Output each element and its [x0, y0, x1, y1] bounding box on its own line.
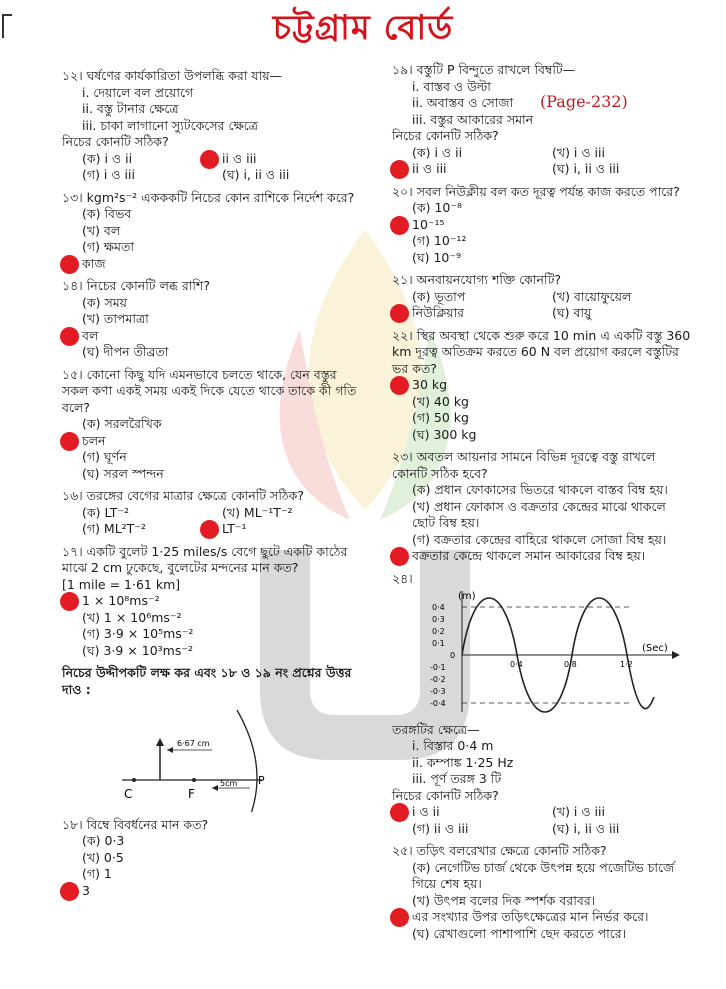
- option-selected[interactable]: বক্রতার কেন্দ্রে থাকলে সমান আকারের বিম্ব হয়।: [392, 548, 692, 565]
- question-text: ২৩। অবতল আয়নার সামনে বিভিন্ন দূরত্বে বস্তু রাখলে কোনটি সঠিক হবে?: [392, 449, 656, 481]
- y-tick: -0·2: [430, 675, 446, 684]
- question-13: [62, 190, 362, 273]
- option[interactable]: (গ) i ও iii: [82, 167, 135, 182]
- question-16: [62, 488, 362, 538]
- statement: ii. বস্তু টানার ক্ষেত্রে: [82, 101, 179, 116]
- statement: iii. বস্তুর আকারের সমান: [412, 111, 534, 127]
- label-p: P: [258, 774, 265, 787]
- statement: ii. অবাস্তব ও সোজা: [412, 95, 514, 110]
- option-selected[interactable]: চলন: [62, 433, 362, 450]
- question-text: ২১। অনবায়নযোগ্য শক্তি কোনটি?: [392, 272, 562, 287]
- option[interactable]: (ক) i ও ii: [82, 150, 133, 166]
- label-c: C: [124, 787, 133, 801]
- option[interactable]: (ঘ) দীপন তীব্রতা: [82, 344, 169, 359]
- question-17: [62, 544, 362, 660]
- option[interactable]: (ঘ) বায়ু: [552, 305, 592, 320]
- question-text: ১৪। নিচের কোনটি লব্ধ রাশি?: [62, 278, 210, 293]
- option[interactable]: (ক) সরলরৈখিক: [82, 416, 162, 431]
- y-tick: 0·4: [432, 603, 445, 612]
- option[interactable]: (ঘ) i, ii ও iii: [552, 161, 620, 176]
- y-tick: 0·2: [432, 627, 445, 636]
- statement: i. বাস্তব ও উল্টা: [412, 78, 491, 94]
- option[interactable]: (খ) ML⁻¹T⁻²: [222, 504, 293, 520]
- option[interactable]: (ক) নেগেটিভ চার্জ থেকে উৎপন্ন হয়ে পজেটিভ চার্জে গিয়ে শেষ হয়।: [412, 859, 675, 891]
- question-text: ১৩। kgm²s⁻² একককটি নিচের কোন রাশিকে নির্দেশ করে?: [62, 189, 355, 205]
- y-axis-label: (m): [458, 591, 476, 602]
- option[interactable]: (ঘ) i, ii ও iii: [222, 167, 290, 182]
- option[interactable]: (ঘ) সরল স্পন্দন: [82, 465, 164, 481]
- option-selected[interactable]: এর সংখ্যার উপর তড়িৎক্ষেত্রের মান নির্ভর করে।: [392, 909, 692, 926]
- statement: i. বিস্তার 0·4 m: [412, 738, 494, 753]
- right-column: [392, 62, 692, 948]
- option[interactable]: (খ) 40 kg: [412, 393, 469, 409]
- question-18: [62, 817, 362, 900]
- question-text: ১৫। কোনো কিছু যদি এমনভাবে চলতে থাকে, যেন বস্তুর সকল কণা একই সময় একই দিকে যেতে থাকে তাকে কী গতি বলে?: [62, 366, 357, 415]
- option-selected[interactable]: নিউক্লিয়ার: [412, 305, 552, 322]
- distance-label: 6·67 cm: [177, 739, 210, 748]
- x-tick: 0·8: [564, 660, 577, 669]
- question-text: ১৭। একটি বুলেট 1·25 miles/s বেগে ছুটে একটি কাঠের মাঝে 2 cm ঢুকেছে, বুলেটের মন্দনের মান কত?: [62, 543, 348, 575]
- question-text: ১৯। বস্তুটি P বিন্দুতে রাখলে বিম্বটি—: [392, 62, 576, 77]
- wave-graph: [392, 587, 692, 717]
- option[interactable]: (খ) 1 × 10⁶ms⁻²: [82, 609, 182, 625]
- x-tick: 1·2: [620, 660, 633, 669]
- option-selected[interactable]: ii ও iii: [222, 151, 362, 168]
- left-column: [62, 68, 362, 905]
- y-tick: -0·3: [430, 687, 446, 696]
- option-selected[interactable]: ii ও iii: [412, 161, 552, 178]
- question-text: ১৮। বিম্বে বিবর্ধনের মান কত?: [62, 816, 209, 832]
- question-23: [392, 449, 692, 565]
- question-prompt: নিচের কোনটি সঠিক?: [392, 787, 499, 803]
- option[interactable]: (খ) i ও iii: [552, 804, 605, 819]
- option[interactable]: (ক) প্রধান ফোকাসের ভিতরে থাকলে বাস্তব বিম্ব হয়।: [412, 482, 668, 497]
- option[interactable]: (ক) ভূতাপ: [412, 288, 466, 304]
- option-selected[interactable]: বল: [62, 328, 362, 345]
- option[interactable]: (ক) LT⁻²: [82, 504, 129, 520]
- option[interactable]: (গ) 3·9 × 10⁵ms⁻²: [82, 626, 194, 641]
- question-number: ২৪।: [392, 570, 413, 586]
- option[interactable]: (ক) 0·3: [82, 833, 125, 848]
- question-text: ১২। ঘর্ষণের কার্যকারিতা উপলব্ধি করা যায়—: [62, 68, 283, 83]
- question-14: [62, 278, 362, 361]
- question-text: ২২। স্থির অবস্থা থেকে শুরু করে 10 min এ একটি বস্তু 360 km দূরত্ব অতিক্রম করতে 60 N বল প্রয়োগ করলে বস্তুটির ভর কত?: [392, 327, 691, 376]
- question-text: ১৬। তরঙ্গের বেগের মাত্রার ক্ষেত্রে কোনটি সঠিক?: [62, 488, 304, 503]
- option[interactable]: (গ) ii ও iii: [412, 820, 469, 836]
- option[interactable]: (ঘ) 10⁻⁹: [412, 249, 461, 265]
- option[interactable]: (ঘ) i, ii ও iii: [552, 820, 620, 836]
- question-text: ২০। সবল নিউক্লীয় বল কত দূরত্ব পর্যন্ত কাজ করতে পারে?: [392, 183, 680, 199]
- y-tick: 0·1: [432, 639, 445, 648]
- option[interactable]: (গ) 1: [82, 866, 112, 881]
- question-prompt: নিচের কোনটি সঠিক?: [62, 134, 169, 149]
- option[interactable]: (ক) i ও ii: [412, 144, 463, 160]
- question-prompt: নিচের কোনটি সঠিক?: [392, 128, 499, 143]
- option[interactable]: (ঘ) 300 kg: [412, 426, 477, 442]
- question-20: [392, 184, 692, 267]
- option[interactable]: (গ) ক্ষমতা: [82, 239, 134, 254]
- question-21: [392, 272, 692, 322]
- page-reference: (Page-232): [540, 92, 628, 111]
- option-selected[interactable]: i ও ii: [412, 804, 552, 821]
- label-f: F: [188, 787, 195, 801]
- y-tick: -0·4: [430, 699, 446, 708]
- question-15: [62, 367, 362, 483]
- question-25: [392, 843, 692, 942]
- statement: ii. কম্পাঙ্ক 1·25 Hz: [412, 754, 514, 770]
- option[interactable]: (গ) ML²T⁻²: [82, 521, 146, 536]
- option[interactable]: (খ) প্রধান ফোকাস ও বক্রতার কেন্দ্রের মাঝে থাকলে ছোট বিম্ব হয়।: [412, 498, 666, 530]
- question-text: ২৫। তড়িৎ বলরেখার ক্ষেত্রে কোনটি সঠিক?: [392, 843, 607, 858]
- x-tick: 0·4: [510, 660, 523, 669]
- option[interactable]: (খ) তাপমাত্রা: [82, 311, 149, 326]
- question-24: [392, 571, 692, 838]
- y-tick: 0: [450, 651, 456, 660]
- option-selected[interactable]: LT⁻¹: [222, 521, 362, 538]
- question-22: [392, 328, 692, 444]
- x-axis-label: (Sec): [642, 643, 668, 654]
- mirror-diagram: [62, 702, 362, 812]
- option[interactable]: (ক) বিভব: [82, 206, 132, 221]
- page-title: চট্টগ্রাম বোর্ড: [272, 8, 454, 48]
- option[interactable]: (ঘ) রেখাগুলো পাশাপাশি ছেদ করতে পারে।: [412, 925, 627, 941]
- option[interactable]: (খ) i ও iii: [552, 144, 605, 160]
- option-selected[interactable]: 1 × 10⁸ms⁻²: [62, 593, 362, 610]
- option[interactable]: (খ) বায়োফুয়েল: [552, 288, 632, 304]
- option[interactable]: (গ) ঘূর্ণন: [82, 449, 127, 464]
- option[interactable]: (গ) 10⁻¹²: [412, 233, 467, 248]
- option-selected[interactable]: 30 kg: [392, 377, 692, 394]
- option[interactable]: (ক) সময়: [82, 294, 128, 310]
- y-tick: -0·1: [430, 663, 446, 672]
- option[interactable]: (খ) 0·5: [82, 849, 124, 865]
- option-selected[interactable]: 10⁻¹⁵: [392, 217, 692, 234]
- option[interactable]: (গ) বক্রতার কেন্দ্রের বাহিরে থাকলে সোজা বিম্ব হয়।: [412, 531, 667, 547]
- option-selected[interactable]: 3: [62, 883, 362, 900]
- option[interactable]: (খ) বল: [82, 222, 121, 238]
- question-note: [1 mile = 1·61 km]: [62, 576, 181, 592]
- statement: iii. চাকা লাগানো স্যুটকেসের ক্ষেত্রে: [82, 117, 258, 133]
- option-selected[interactable]: কাজ: [62, 256, 362, 273]
- option[interactable]: (খ) উৎপন্ন বলের দিক স্পর্শক বরাবর।: [412, 892, 596, 908]
- y-tick: 0·3: [432, 615, 445, 624]
- option[interactable]: (ক) 10⁻⁸: [412, 200, 462, 215]
- option[interactable]: (গ) 50 kg: [412, 410, 469, 425]
- statement: iii. পূর্ণ তরঙ্গ 3 টি: [412, 771, 502, 786]
- question-lead: তরঙ্গটির ক্ষেত্রে—: [392, 721, 480, 737]
- instruction-text: নিচের উদ্দীপকটি লক্ষ কর এবং ১৮ ও ১৯ নং প্রশ্নের উত্তর দাও :: [62, 665, 352, 697]
- option[interactable]: (ঘ) 3·9 × 10³ms⁻²: [82, 642, 193, 658]
- question-19: [392, 62, 692, 178]
- distance-label: 5cm: [220, 779, 238, 788]
- question-12: [62, 68, 362, 184]
- statement: i. দেয়ালে বল প্রয়োগে: [82, 84, 194, 100]
